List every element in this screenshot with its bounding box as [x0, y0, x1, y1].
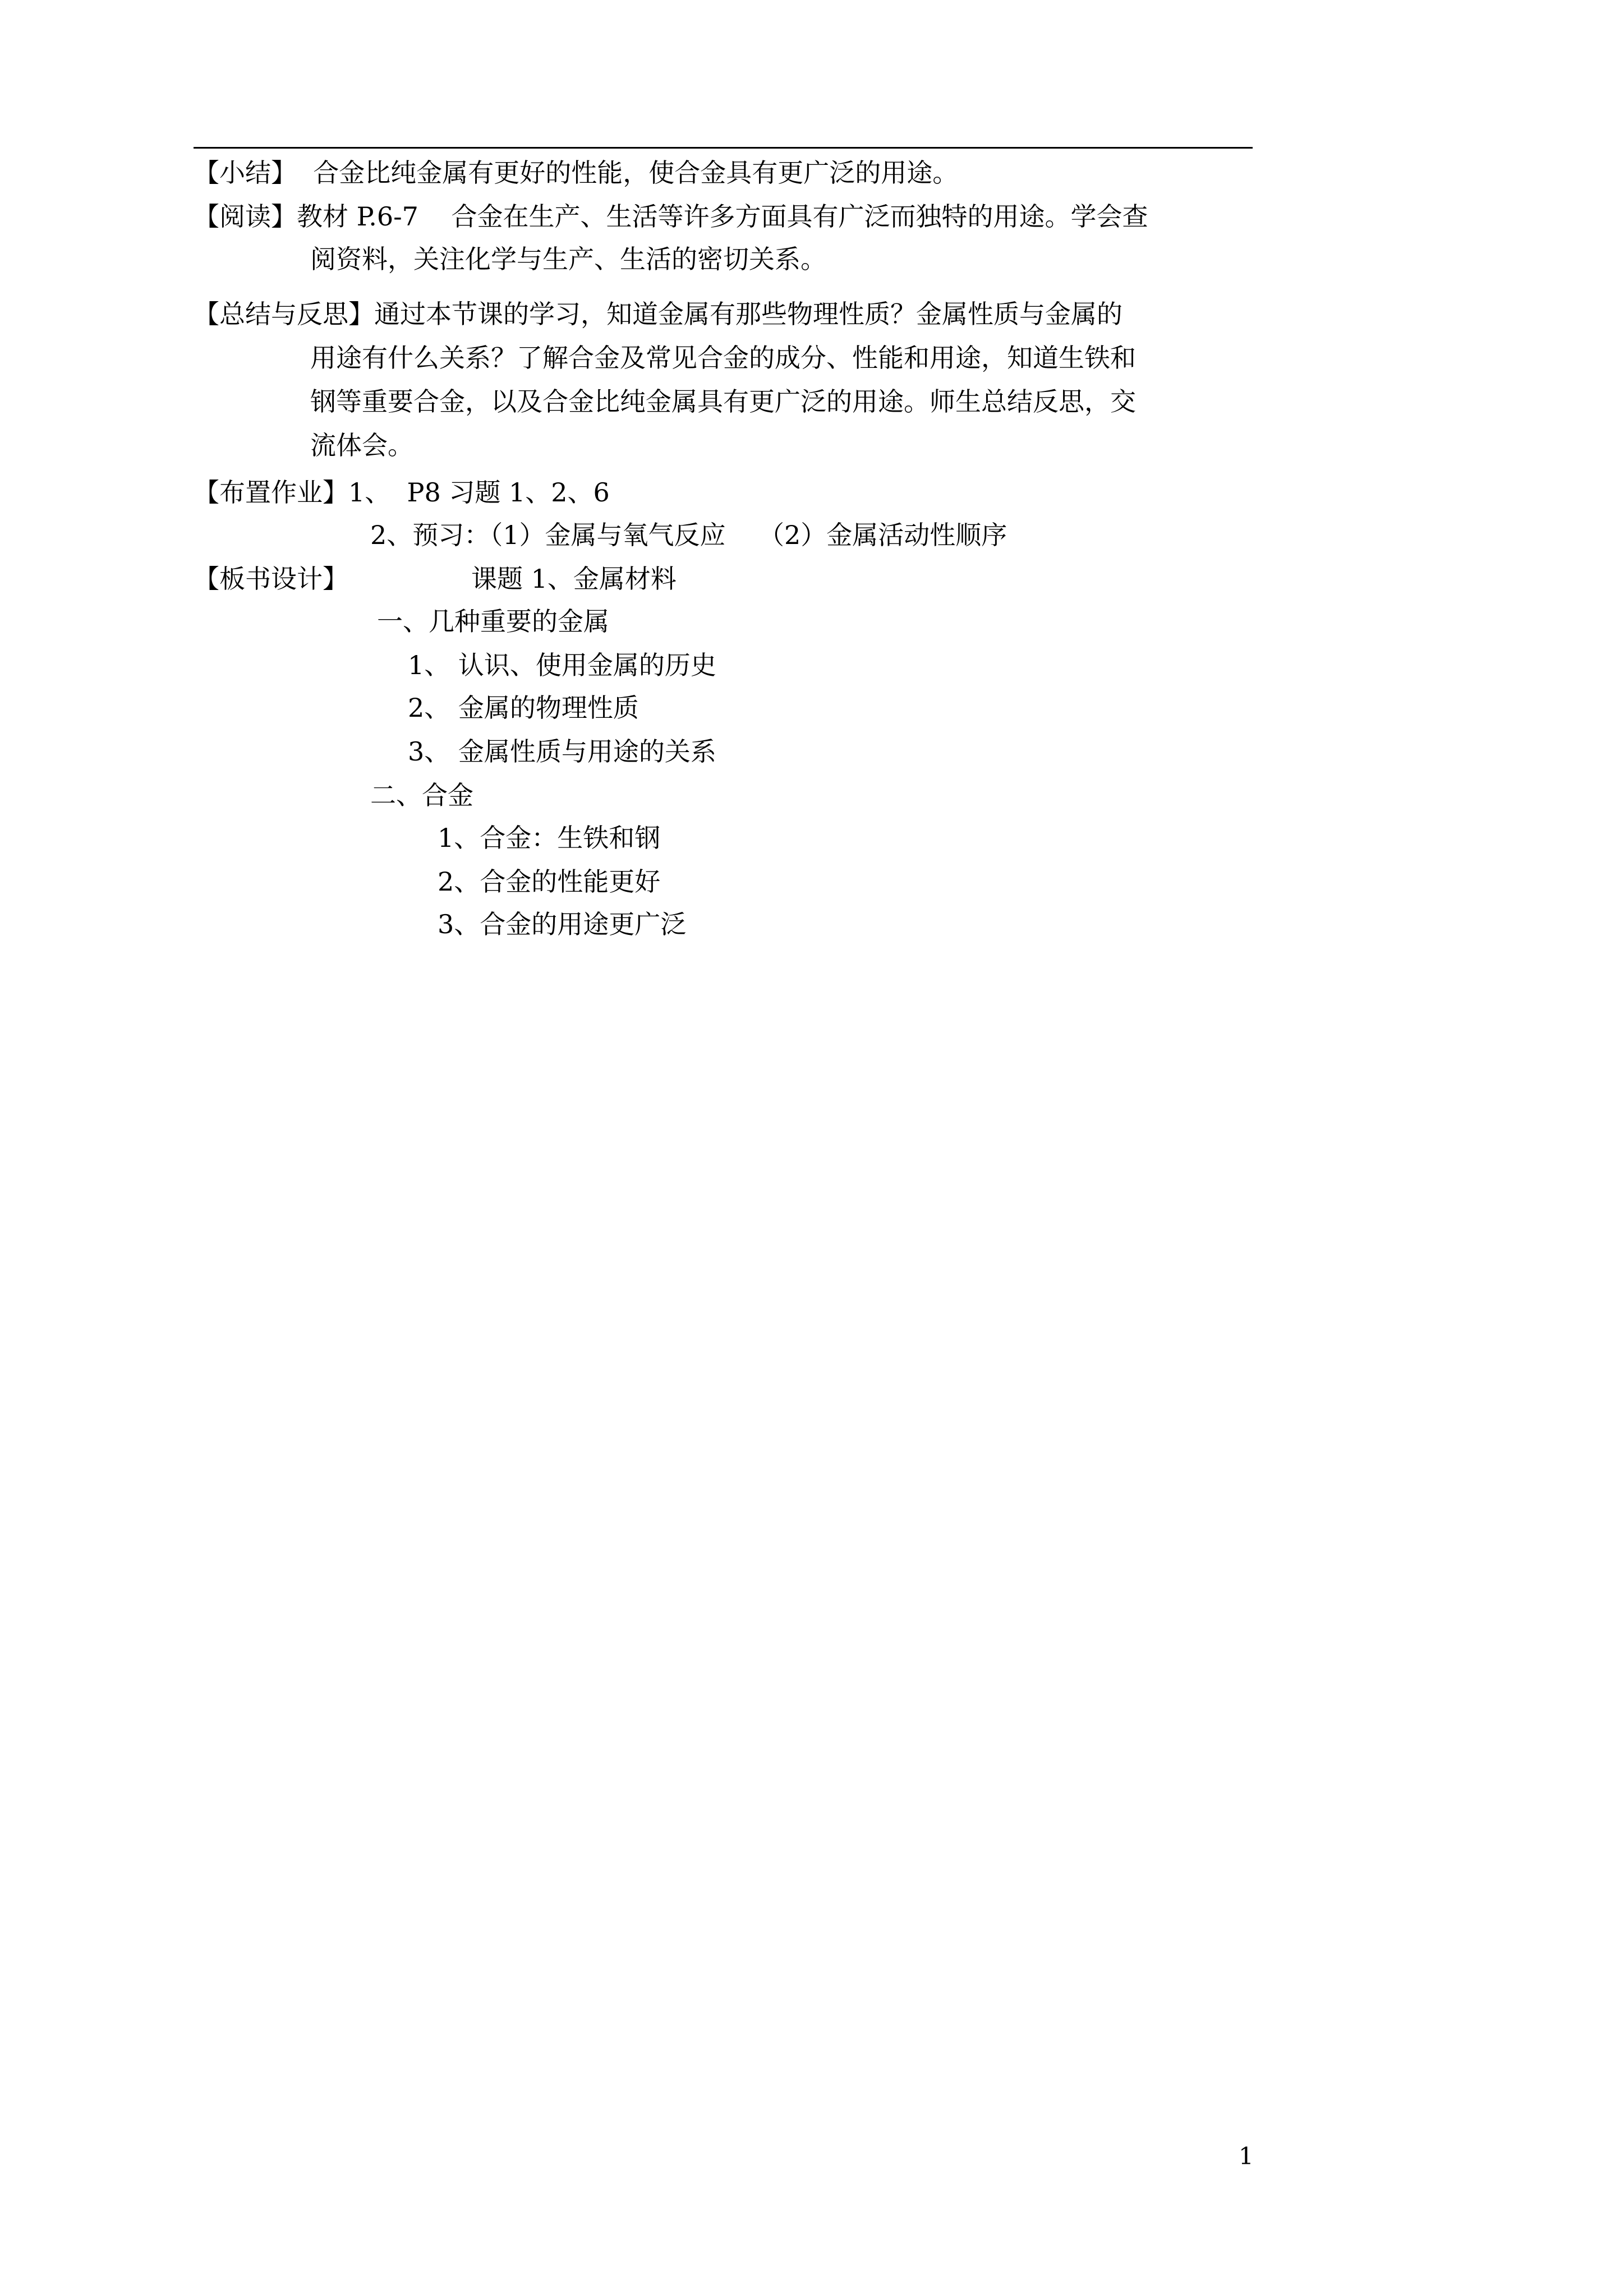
board-section-2-item: 3、合金的用途更广泛 — [438, 909, 687, 939]
reflection-line-1 — [194, 297, 1122, 331]
homework-item-1: 1、 P8 习题 1、2、6 — [348, 477, 610, 508]
reflection-text-1: 通过本节课的学习，知道金属有那些物理性质？金属性质与金属的 — [374, 299, 1122, 329]
board-section-1-item: 1、 认识、使用金属的历史 — [408, 650, 716, 680]
board-section-1: 一、几种重要的金属 — [377, 606, 609, 637]
homework-line-1 — [194, 476, 610, 509]
summary-text: 合金比纯金属有更好的性能，使合金具有更广泛的用途。 — [297, 158, 959, 188]
summary-label: 【小结】 — [194, 158, 297, 188]
reflection-label: 【总结与反思】 — [194, 299, 374, 329]
reflection-text-3: 钢等重要合金，以及合金比纯金属具有更广泛的用途。师生总结反思，交 — [310, 386, 1136, 417]
page-number: 1 — [1239, 2142, 1254, 2170]
reading-line-1 — [194, 200, 1148, 233]
board-title: 课题 1、金属材料 — [471, 564, 677, 594]
board-label: 【板书设计】 — [194, 564, 348, 594]
reading-text-1: 教材 P.6-7 合金在生产、生活等许多方面具有广泛而独特的用途。学会查 — [297, 201, 1148, 232]
summary-line — [194, 156, 958, 190]
reading-label: 【阅读】 — [194, 201, 297, 232]
reflection-text-2: 用途有什么关系？了解合金及常见合金的成分、性能和用途，知道生铁和 — [310, 343, 1136, 373]
board-section-1-item: 2、 金属的物理性质 — [408, 693, 639, 723]
reflection-text-4: 流体会。 — [310, 430, 413, 460]
board-section-2: 二、合金 — [370, 780, 473, 810]
homework-item-2: 2、预习：（1）金属与氧气反应 （2）金属活动性顺序 — [370, 520, 1007, 550]
board-section-2-item: 2、合金的性能更好 — [438, 866, 661, 897]
board-section-1-item: 3、 金属性质与用途的关系 — [408, 736, 716, 767]
header-rule — [194, 147, 1253, 149]
reading-text-2: 阅资料，关注化学与生产、生活的密切关系。 — [310, 244, 826, 274]
board-section-2-item: 1、合金：生铁和钢 — [438, 823, 661, 853]
homework-label: 【布置作业】 — [194, 477, 348, 508]
